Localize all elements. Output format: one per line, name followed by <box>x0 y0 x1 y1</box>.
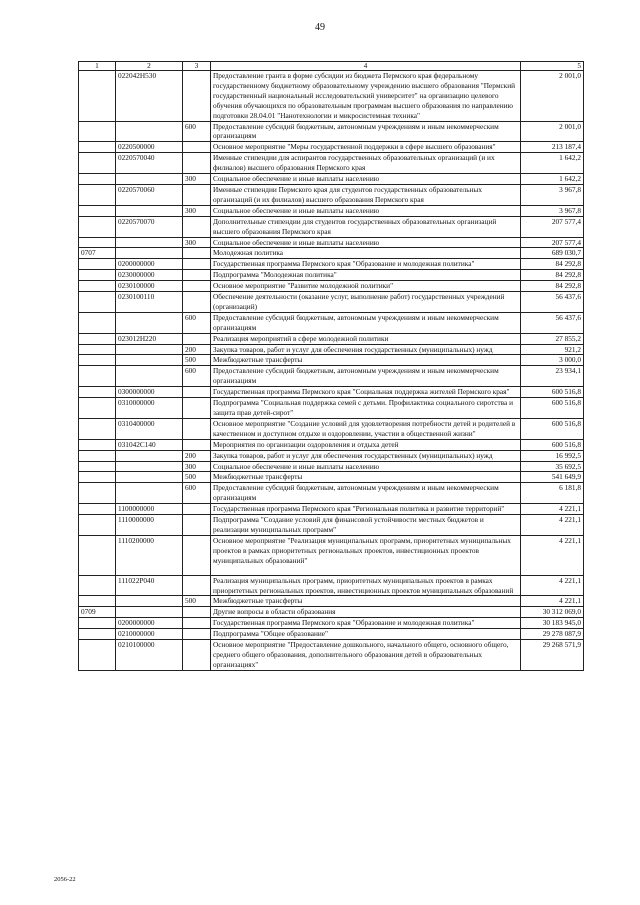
target-article-cell <box>116 355 183 366</box>
target-article-cell: 0220500000 <box>116 142 183 153</box>
table-row <box>79 472 584 483</box>
table-row <box>79 270 584 281</box>
expense-type-cell <box>183 71 211 122</box>
expense-type-cell <box>183 248 211 259</box>
expense-type-cell <box>183 398 211 419</box>
target-article-cell <box>116 205 183 216</box>
expense-type-cell: 500 <box>183 596 211 607</box>
table-row <box>79 515 584 536</box>
amount-cell: 4 221,1 <box>521 504 584 515</box>
target-article-cell <box>116 121 183 142</box>
amount-cell: 30 312 069,0 <box>521 607 584 618</box>
table-row <box>79 535 584 575</box>
table-row <box>79 142 584 153</box>
section-code-cell <box>79 439 116 450</box>
amount-cell: 35 692,5 <box>521 461 584 472</box>
table-row <box>79 418 584 439</box>
table-row <box>79 439 584 450</box>
expense-type-cell: 600 <box>183 121 211 142</box>
expense-type-cell: 200 <box>183 344 211 355</box>
expense-type-cell: 600 <box>183 312 211 333</box>
section-code-cell <box>79 153 116 174</box>
expense-type-cell: 300 <box>183 461 211 472</box>
budget-table-body <box>79 62 584 671</box>
target-article-cell: 1110200000 <box>116 535 183 575</box>
item-name-cell: Предоставление гранта в форме субсидии из бюджета Пермского края федеральному государственному бюджетному образовательному учреждению высшего образования "Пермский государственный национальный исследовательский университет" на организацию целевого обучения обучающихся по образовательным программам высшего образования по направлению подготовки 28.04.01 "Нанотехнологии и микросистемная техника" <box>211 71 521 122</box>
target-article-cell: 0300000000 <box>116 387 183 398</box>
amount-cell: 56 437,6 <box>521 292 584 313</box>
table-row <box>79 205 584 216</box>
expense-type-cell <box>183 515 211 536</box>
amount-cell: 2 001,0 <box>521 71 584 122</box>
expense-type-cell <box>183 504 211 515</box>
amount-cell: 541 649,9 <box>521 472 584 483</box>
amount-cell: 4 221,1 <box>521 535 584 575</box>
item-name-cell: Межбюджетные трансферты <box>211 472 521 483</box>
header-col-2: 2 <box>116 62 183 71</box>
expense-type-cell: 600 <box>183 366 211 387</box>
expense-type-cell <box>183 292 211 313</box>
section-code-cell <box>79 259 116 270</box>
header-col-1: 1 <box>79 62 116 71</box>
amount-cell: 213 187,4 <box>521 142 584 153</box>
target-article-cell <box>116 483 183 504</box>
table-row <box>79 483 584 504</box>
section-code-cell <box>79 629 116 640</box>
table-row <box>79 71 584 122</box>
amount-cell: 29 268 571,9 <box>521 640 584 671</box>
table-row <box>79 366 584 387</box>
section-code-cell <box>79 618 116 629</box>
amount-cell: 4 221,1 <box>521 575 584 596</box>
section-code-cell <box>79 387 116 398</box>
item-name-cell: Подпрограмма "Создание условий для финансовой устойчивости местных бюджетов и реализации муниципальных программ" <box>211 515 521 536</box>
section-code-cell <box>79 575 116 596</box>
expense-type-cell <box>183 618 211 629</box>
expense-type-cell <box>183 629 211 640</box>
table-row <box>79 344 584 355</box>
target-article-cell <box>116 450 183 461</box>
table-header-row <box>79 62 584 71</box>
section-code-cell <box>79 174 116 185</box>
expense-type-cell: 500 <box>183 472 211 483</box>
table-row <box>79 237 584 248</box>
item-name-cell: Основное мероприятие "Предоставление дошкольного, начального общего, основного общего, среднего общего образования, дополнительного образования детей в образовательных организациях" <box>211 640 521 671</box>
expense-type-cell <box>183 607 211 618</box>
amount-cell: 2 001,0 <box>521 121 584 142</box>
table-row <box>79 575 584 596</box>
table-row <box>79 259 584 270</box>
expense-type-cell <box>183 153 211 174</box>
section-code-cell <box>79 366 116 387</box>
expense-type-cell <box>183 439 211 450</box>
section-code-cell <box>79 640 116 671</box>
amount-cell: 23 934,1 <box>521 366 584 387</box>
item-name-cell: Предоставление субсидий бюджетным, автономным учреждениям и иным некоммерческим организациям <box>211 312 521 333</box>
target-article-cell: 0210000000 <box>116 629 183 640</box>
table-row <box>79 121 584 142</box>
page-number: 49 <box>315 22 325 33</box>
section-code-cell <box>79 472 116 483</box>
amount-cell: 29 278 087,9 <box>521 629 584 640</box>
item-name-cell: Межбюджетные трансферты <box>211 596 521 607</box>
amount-cell: 4 221,1 <box>521 596 584 607</box>
item-name-cell: Основное мероприятие "Реализация муниципальных программ, приоритетных муниципальных проектов в рамках приоритетных региональных проектов, инвестиционных проектов муниципальных образований" <box>211 535 521 575</box>
expense-type-cell <box>183 281 211 292</box>
section-code-cell: 0707 <box>79 248 116 259</box>
item-name-cell: Социальное обеспечение и иные выплаты населению <box>211 237 521 248</box>
item-name-cell: Другие вопросы в области образования <box>211 607 521 618</box>
item-name-cell: Социальное обеспечение и иные выплаты населению <box>211 461 521 472</box>
target-article-cell: 0310400000 <box>116 418 183 439</box>
table-row <box>79 281 584 292</box>
item-name-cell: Обеспечение деятельности (оказание услуг, выполнение работ) государственных учреждений (организаций) <box>211 292 521 313</box>
item-name-cell: Именные стипендии для аспирантов государственных образовательных организаций (и их филиалов) высшего образования Пермского края <box>211 153 521 174</box>
item-name-cell: Основное мероприятие "Создание условий для удовлетворения потребности детей и родителей в качественном и доступном отдыхе и оздоровлении, участии в общественной жизни" <box>211 418 521 439</box>
item-name-cell: Реализация мероприятий в сфере молодежной политики <box>211 333 521 344</box>
target-article-cell: 1100000000 <box>116 504 183 515</box>
target-article-cell: 0200000000 <box>116 259 183 270</box>
item-name-cell: Государственная программа Пермского края "Образование и молодежная политика" <box>211 259 521 270</box>
table-row <box>79 153 584 174</box>
header-col-4: 4 <box>211 62 521 71</box>
target-article-cell: 0220570060 <box>116 184 183 205</box>
target-article-cell: 0220570070 <box>116 216 183 237</box>
target-article-cell: 111022Р040 <box>116 575 183 596</box>
expense-type-cell <box>183 535 211 575</box>
item-name-cell: Государственная программа Пермского края "Региональная политика и развитие территорий" <box>211 504 521 515</box>
target-article-cell <box>116 312 183 333</box>
expense-type-cell <box>183 270 211 281</box>
amount-cell: 56 437,6 <box>521 312 584 333</box>
table-row <box>79 248 584 259</box>
amount-cell: 30 183 945,0 <box>521 618 584 629</box>
target-article-cell: 0230100000 <box>116 281 183 292</box>
table-row <box>79 292 584 313</box>
target-article-cell: 0230000000 <box>116 270 183 281</box>
amount-cell: 27 855,2 <box>521 333 584 344</box>
amount-cell: 600 516,8 <box>521 418 584 439</box>
amount-cell: 1 642,2 <box>521 174 584 185</box>
section-code-cell <box>79 504 116 515</box>
table-row <box>79 333 584 344</box>
item-name-cell: Предоставление субсидий бюджетным, автономным учреждениям и иным некоммерческим организациям <box>211 366 521 387</box>
item-name-cell: Подпрограмма "Молодежная политика" <box>211 270 521 281</box>
target-article-cell: 0200000000 <box>116 618 183 629</box>
table-row <box>79 398 584 419</box>
expense-type-cell <box>183 216 211 237</box>
section-code-cell <box>79 71 116 122</box>
table-row <box>79 618 584 629</box>
section-code-cell <box>79 312 116 333</box>
table-row <box>79 174 584 185</box>
amount-cell: 6 181,8 <box>521 483 584 504</box>
section-code-cell <box>79 535 116 575</box>
section-code-cell: 0709 <box>79 607 116 618</box>
amount-cell: 1 642,2 <box>521 153 584 174</box>
target-article-cell: 0230100110 <box>116 292 183 313</box>
section-code-cell <box>79 515 116 536</box>
section-code-cell <box>79 344 116 355</box>
section-code-cell <box>79 270 116 281</box>
section-code-cell <box>79 461 116 472</box>
section-code-cell <box>79 184 116 205</box>
budget-table <box>78 61 584 671</box>
section-code-cell <box>79 483 116 504</box>
amount-cell: 16 992,5 <box>521 450 584 461</box>
amount-cell: 84 292,8 <box>521 281 584 292</box>
section-code-cell <box>79 205 116 216</box>
table-row <box>79 355 584 366</box>
section-code-cell <box>79 237 116 248</box>
section-code-cell <box>79 121 116 142</box>
section-code-cell <box>79 142 116 153</box>
item-name-cell: Дополнительные стипендии для студентов государственных образовательных организаций высшего образования Пермского края <box>211 216 521 237</box>
table-row <box>79 216 584 237</box>
target-article-cell <box>116 607 183 618</box>
section-code-cell <box>79 596 116 607</box>
item-name-cell: Социальное обеспечение и иные выплаты населению <box>211 174 521 185</box>
item-name-cell: Социальное обеспечение и иные выплаты населению <box>211 205 521 216</box>
section-code-cell <box>79 450 116 461</box>
target-article-cell: 0220570040 <box>116 153 183 174</box>
amount-cell: 3 967,8 <box>521 205 584 216</box>
target-article-cell: 1110000000 <box>116 515 183 536</box>
table-row <box>79 461 584 472</box>
table-row <box>79 312 584 333</box>
amount-cell: 84 292,8 <box>521 270 584 281</box>
amount-cell: 207 577,4 <box>521 216 584 237</box>
item-name-cell: Подпрограмма "Социальная поддержка семей с детьми. Профилактика социального сиротства и защита прав детей-сирот" <box>211 398 521 419</box>
table-row <box>79 450 584 461</box>
table-row <box>79 640 584 671</box>
section-code-cell <box>79 281 116 292</box>
section-code-cell <box>79 292 116 313</box>
amount-cell: 689 030,7 <box>521 248 584 259</box>
amount-cell: 4 221,1 <box>521 515 584 536</box>
section-code-cell <box>79 216 116 237</box>
item-name-cell: Именные стипендии Пермского края для студентов государственных образовательных организаций (и их филиалов) высшего образования Пермского края <box>211 184 521 205</box>
item-name-cell: Основное мероприятие "Развитие молодежной политики" <box>211 281 521 292</box>
expense-type-cell <box>183 184 211 205</box>
section-code-cell <box>79 418 116 439</box>
target-article-cell: 0310000000 <box>116 398 183 419</box>
item-name-cell: Государственная программа Пермского края "Социальная поддержка жителей Пермского края" <box>211 387 521 398</box>
target-article-cell: 0210100000 <box>116 640 183 671</box>
amount-cell: 207 577,4 <box>521 237 584 248</box>
amount-cell: 921,2 <box>521 344 584 355</box>
section-code-cell <box>79 333 116 344</box>
expense-type-cell: 300 <box>183 205 211 216</box>
table-row <box>79 607 584 618</box>
expense-type-cell: 500 <box>183 355 211 366</box>
expense-type-cell <box>183 142 211 153</box>
target-article-cell <box>116 472 183 483</box>
target-article-cell: 023012Н220 <box>116 333 183 344</box>
amount-cell: 600 516,8 <box>521 439 584 450</box>
table-row <box>79 629 584 640</box>
amount-cell: 3 000,0 <box>521 355 584 366</box>
expense-type-cell <box>183 259 211 270</box>
target-article-cell <box>116 366 183 387</box>
amount-cell: 600 516,8 <box>521 398 584 419</box>
target-article-cell <box>116 248 183 259</box>
target-article-cell: 031042С140 <box>116 439 183 450</box>
item-name-cell: Основное мероприятие "Меры государственной поддержки в сфере высшего образования" <box>211 142 521 153</box>
expense-type-cell <box>183 387 211 398</box>
item-name-cell: Межбюджетные трансферты <box>211 355 521 366</box>
expense-type-cell: 300 <box>183 174 211 185</box>
expense-type-cell <box>183 640 211 671</box>
target-article-cell <box>116 237 183 248</box>
item-name-cell: Реализация муниципальных программ, приоритетных муниципальных проектов в рамках приоритетных региональных проектов, инвестиционных проектов муниципальных образований <box>211 575 521 596</box>
item-name-cell: Предоставление субсидий бюджетным, автономным учреждениям и иным некоммерческим организациям <box>211 483 521 504</box>
item-name-cell: Подпрограмма "Общее образование" <box>211 629 521 640</box>
section-code-cell <box>79 355 116 366</box>
document-code: 2056-22 <box>54 876 76 883</box>
target-article-cell <box>116 596 183 607</box>
table-row <box>79 596 584 607</box>
amount-cell: 600 516,8 <box>521 387 584 398</box>
budget-table-container <box>78 61 581 671</box>
amount-cell: 84 292,8 <box>521 259 584 270</box>
item-name-cell: Закупка товаров, работ и услуг для обеспечения государственных (муниципальных) нужд <box>211 344 521 355</box>
item-name-cell: Предоставление субсидий бюджетным, автономным учреждениям и иным некоммерческим организациям <box>211 121 521 142</box>
expense-type-cell <box>183 575 211 596</box>
table-row <box>79 504 584 515</box>
target-article-cell: 022042Н530 <box>116 71 183 122</box>
item-name-cell: Закупка товаров, работ и услуг для обеспечения государственных (муниципальных) нужд <box>211 450 521 461</box>
item-name-cell: Мероприятия по организации оздоровления и отдыха детей <box>211 439 521 450</box>
section-code-cell <box>79 398 116 419</box>
target-article-cell <box>116 461 183 472</box>
target-article-cell <box>116 344 183 355</box>
expense-type-cell <box>183 333 211 344</box>
expense-type-cell: 600 <box>183 483 211 504</box>
expense-type-cell <box>183 418 211 439</box>
item-name-cell: Молодежная политика <box>211 248 521 259</box>
table-row <box>79 387 584 398</box>
expense-type-cell: 300 <box>183 237 211 248</box>
target-article-cell <box>116 174 183 185</box>
header-col-3: 3 <box>183 62 211 71</box>
expense-type-cell: 200 <box>183 450 211 461</box>
header-col-5: 5 <box>521 62 584 71</box>
table-row <box>79 184 584 205</box>
amount-cell: 3 967,8 <box>521 184 584 205</box>
item-name-cell: Государственная программа Пермского края "Образование и молодежная политика" <box>211 618 521 629</box>
